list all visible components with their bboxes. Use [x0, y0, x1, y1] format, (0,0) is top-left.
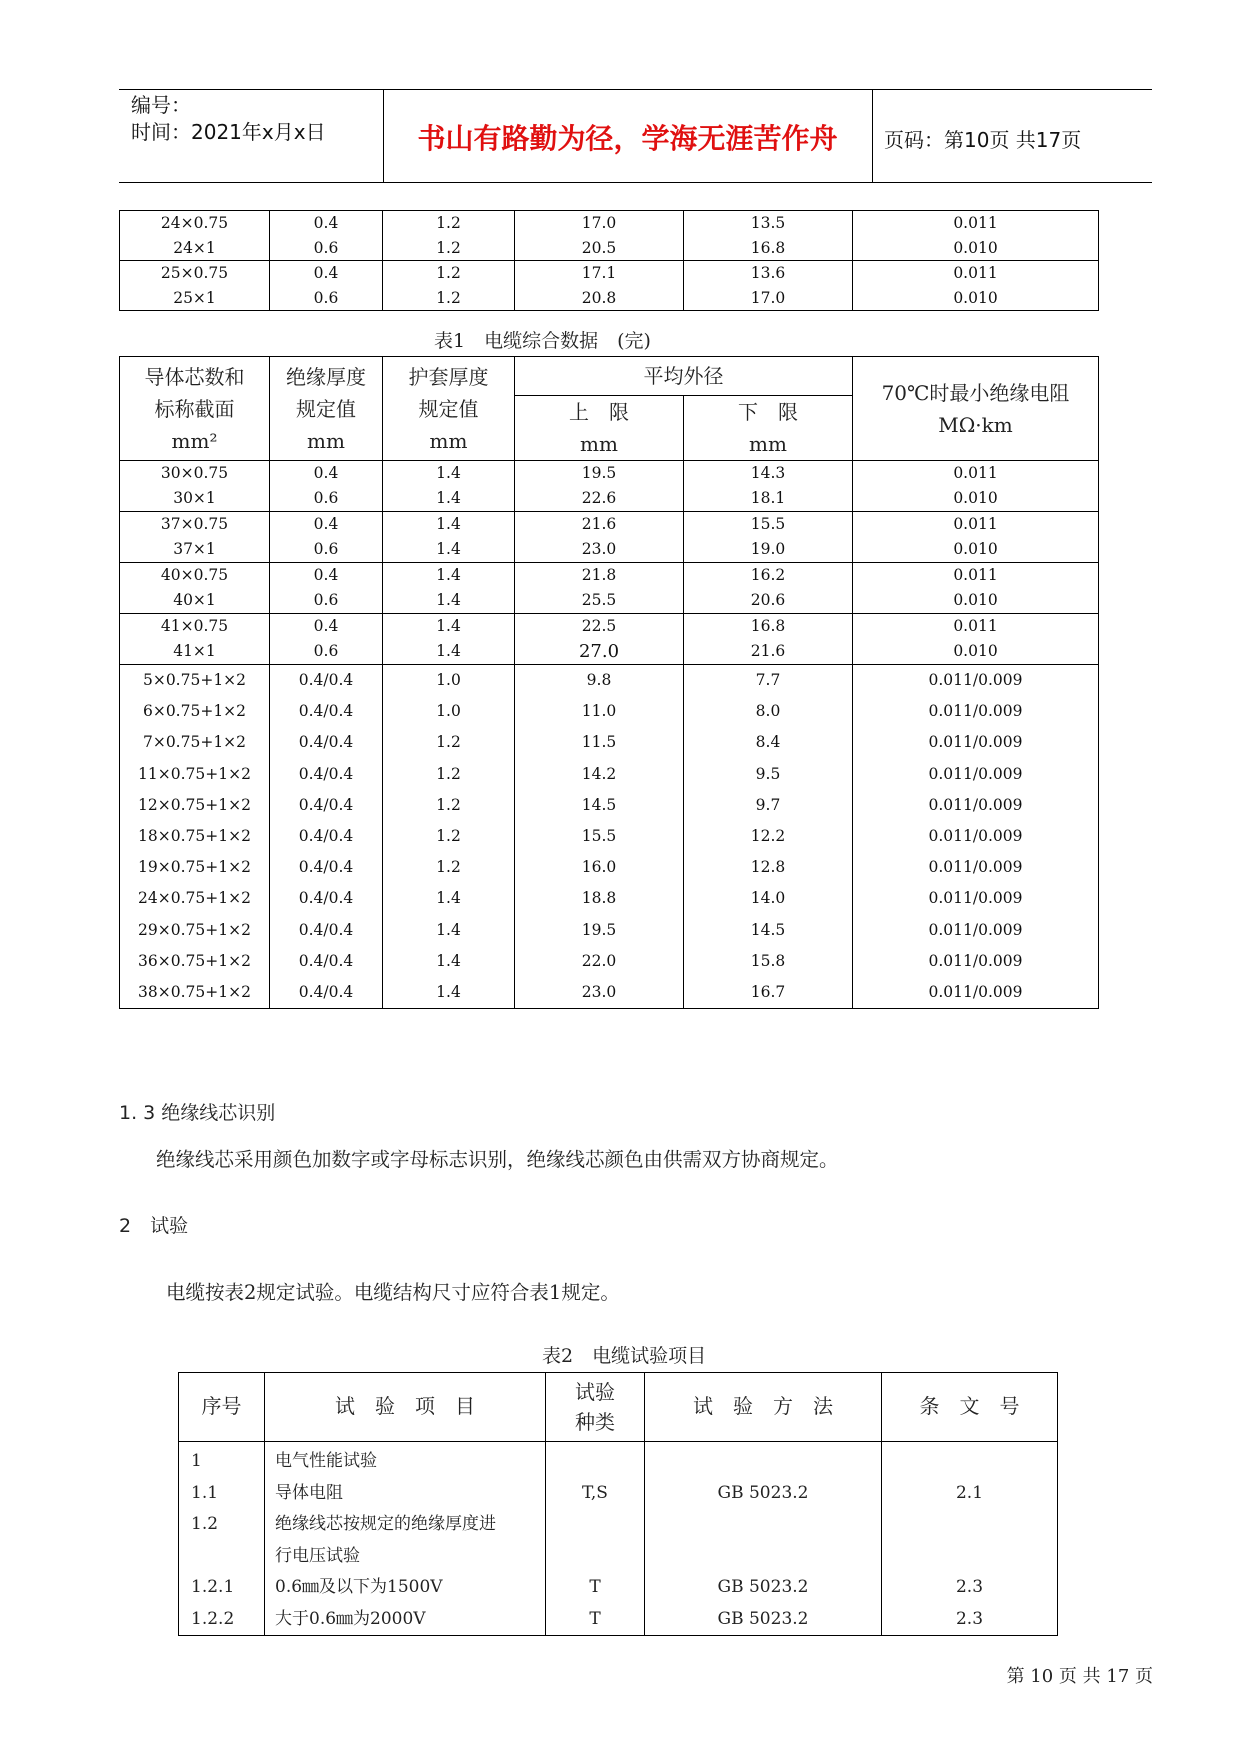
table-cell: 0.011/0.009	[853, 946, 1099, 977]
header-motto: 书山有路勤为径，学海无涯苦作舟	[417, 122, 838, 155]
table-cell: 25.5	[515, 588, 684, 614]
table-cell: 0.011	[853, 563, 1099, 589]
table-cell: 22.5	[515, 614, 684, 640]
header-bottom-rule	[119, 182, 1152, 183]
table-cell: 18×0.75+1×2	[120, 821, 270, 852]
time-label: 时间：2021年x月x日	[131, 120, 326, 144]
table-cell: 38×0.75+1×2	[120, 977, 270, 1009]
table-cell: 9.8	[515, 665, 684, 697]
table-cell: 24×0.75	[120, 211, 270, 236]
table-cell: 21.8	[515, 563, 684, 589]
table-cell: 1.4	[383, 639, 515, 665]
table2-caption: 表2 电缆试验项目	[542, 1345, 707, 1367]
header-line: mm	[580, 432, 618, 456]
table-row	[120, 790, 1099, 821]
table-row	[179, 1572, 1058, 1604]
table-cell: 0.6	[270, 486, 383, 512]
table-cell: 6×0.75+1×2	[120, 696, 270, 727]
table-cell: 13.5	[684, 211, 853, 236]
table-cell-clause: 2.3	[882, 1572, 1058, 1604]
table-cell: 9.5	[684, 759, 853, 790]
table-cell: 16.7	[684, 977, 853, 1009]
table-cell-type	[546, 1509, 645, 1541]
table-cell: 13.6	[684, 261, 853, 286]
table-cell: 16.2	[684, 563, 853, 589]
table-cell: 14.0	[684, 883, 853, 914]
header-line: 标称截面	[154, 396, 235, 421]
table-cell-type	[546, 1442, 645, 1478]
header-page-info: 页码：第10页 共17页	[884, 128, 1082, 152]
number-label: 编号：	[131, 93, 191, 117]
header-line: 规定值	[418, 396, 479, 421]
table-cell: 0.011/0.009	[853, 696, 1099, 727]
table-cell: 15.8	[684, 946, 853, 977]
table-row	[120, 261, 1099, 286]
table-cell: 0.011	[853, 211, 1099, 236]
table-cell: 17.0	[684, 286, 853, 311]
header-line: 70℃时最小绝缘电阻	[881, 380, 1070, 405]
table-cell: 0.011/0.009	[853, 665, 1099, 697]
table-cell: 12.8	[684, 852, 853, 883]
table-cell-type	[546, 1541, 645, 1573]
table-cell: 23.0	[515, 977, 684, 1009]
table-cell-type: T,S	[546, 1478, 645, 1510]
table-row	[120, 512, 1099, 538]
table-cell: 0.4	[270, 461, 383, 487]
table-row	[120, 461, 1099, 487]
table-cell: 1.2	[383, 852, 515, 883]
header-lower	[684, 396, 853, 461]
table-row	[120, 946, 1099, 977]
table-row	[120, 537, 1099, 563]
section-2-text: 电缆按表2规定试验。电缆结构尺寸应符合表1规定。	[166, 1281, 620, 1304]
table-cell: 16.0	[515, 852, 684, 883]
table-cell-clause	[882, 1509, 1058, 1541]
table-cell-item: 电气性能试验	[265, 1442, 546, 1478]
table-cell: 0.6	[270, 639, 383, 665]
table-cell: 19.0	[684, 537, 853, 563]
table-cell: 22.6	[515, 486, 684, 512]
table-cell: 0.011	[853, 614, 1099, 640]
table-cell: 11.0	[515, 696, 684, 727]
header-line: mm	[429, 428, 468, 453]
table-cell: 14.5	[515, 790, 684, 821]
table-cell: 0.011	[853, 261, 1099, 286]
table-cell-type: T	[546, 1604, 645, 1636]
table-cell: 16.8	[684, 236, 853, 261]
header-line: mm	[307, 428, 345, 453]
table-cell: 15.5	[515, 821, 684, 852]
table-cell: 21.6	[515, 512, 684, 538]
header-line: 下 限	[738, 400, 798, 424]
table-cell: 0.4/0.4	[270, 665, 383, 697]
table-cell-type: T	[546, 1572, 645, 1604]
table-cell: 0.011/0.009	[853, 883, 1099, 914]
table-cell: 0.4/0.4	[270, 883, 383, 914]
table-cell: 0.011/0.009	[853, 852, 1099, 883]
table-cell-no: 1.2.2	[191, 1608, 235, 1629]
table-cell: 0.011	[853, 461, 1099, 487]
table-cell-item: 行电压试验	[265, 1541, 546, 1573]
table-cell: 25×0.75	[120, 261, 270, 286]
table-cell: 41×0.75	[120, 614, 270, 640]
table-cell: 0.011/0.009	[853, 790, 1099, 821]
header-resistance	[853, 357, 1099, 461]
table-cell: 14.2	[515, 759, 684, 790]
table-cell-method	[645, 1509, 882, 1541]
table-cell: 0.4/0.4	[270, 977, 383, 1009]
section-1-3-title: 1. 3 绝缘线芯识别	[119, 1102, 276, 1124]
section-2-title: 2 试验	[119, 1215, 189, 1237]
table-cell: 0.011/0.009	[853, 821, 1099, 852]
table-row	[120, 286, 1099, 311]
table-cell: 0.4	[270, 614, 383, 640]
header-line: 护套厚度	[408, 364, 489, 389]
header-line: mm²	[171, 428, 218, 453]
table1-caption: 表1 电缆综合数据 (完)	[434, 330, 651, 352]
header-seq: 序号	[179, 1373, 265, 1442]
table-cell: 24×1	[120, 236, 270, 261]
table-cell-item: 0.6㎜及以下为1500V	[265, 1572, 546, 1604]
table-cell: 1.4	[383, 915, 515, 946]
header-item: 试 验 项 目	[265, 1373, 546, 1442]
table-row	[179, 1442, 1058, 1478]
table1	[119, 356, 1099, 1009]
table-cell: 7×0.75+1×2	[120, 727, 270, 758]
header-line: 种类	[575, 1410, 615, 1434]
table-cell: 18.8	[515, 883, 684, 914]
header-avg-outer: 平均外径	[515, 357, 853, 396]
header-line: 上 限	[569, 400, 629, 424]
table-cell: 1.4	[383, 512, 515, 538]
table-cell: 12.2	[684, 821, 853, 852]
table-cell: 0.6	[270, 537, 383, 563]
table-cell: 1.4	[383, 588, 515, 614]
page-footer: 第 10 页 共 17 页	[1006, 1666, 1153, 1687]
table-row	[120, 821, 1099, 852]
table-cell: 14.3	[684, 461, 853, 487]
table-cell-no: 1.1	[191, 1482, 219, 1503]
header-divider	[872, 89, 873, 182]
table-cell: 30×0.75	[120, 461, 270, 487]
table-row	[120, 236, 1099, 261]
table-cell: 27.0	[515, 639, 684, 665]
table-cell: 21.6	[684, 639, 853, 665]
table-cell: 9.7	[684, 790, 853, 821]
table-row	[179, 1604, 1058, 1636]
table-cell: 1.4	[383, 977, 515, 1009]
table-cell: 40×0.75	[120, 563, 270, 589]
table-cell: 1.4	[383, 614, 515, 640]
table-cell: 0.4	[270, 211, 383, 236]
table-cell: 1.2	[383, 236, 515, 261]
table-row	[120, 915, 1099, 946]
table-cell: 0.4/0.4	[270, 727, 383, 758]
table-cell: 1.2	[383, 790, 515, 821]
table-cell: 41×1	[120, 639, 270, 665]
table-cell-clause: 2.1	[882, 1478, 1058, 1510]
table-cell: 0.4	[270, 512, 383, 538]
table-row	[120, 486, 1099, 512]
table-cell: 0.011/0.009	[853, 915, 1099, 946]
table-row	[120, 588, 1099, 614]
header-line: 试验	[575, 1380, 615, 1404]
table-row	[120, 852, 1099, 883]
header-meta	[131, 92, 326, 146]
table-cell: 22.0	[515, 946, 684, 977]
table-cell: 0.6	[270, 286, 383, 311]
table-cell-method: GB 5023.2	[645, 1604, 882, 1636]
table-cell: 24×0.75+1×2	[120, 883, 270, 914]
table-cell-item: 导体电阻	[265, 1478, 546, 1510]
table-row	[120, 639, 1099, 665]
table-cell: 1.0	[383, 665, 515, 697]
table-cell: 18.1	[684, 486, 853, 512]
table-row	[120, 759, 1099, 790]
table-cell: 20.6	[684, 588, 853, 614]
table-cell: 0.4/0.4	[270, 915, 383, 946]
table-cell: 0.010	[853, 236, 1099, 261]
table-cell: 0.010	[853, 588, 1099, 614]
table-row	[120, 665, 1099, 697]
table-cell: 1.2	[383, 286, 515, 311]
header-method: 试 验 方 法	[645, 1373, 882, 1442]
table-cell: 20.8	[515, 286, 684, 311]
table-cell: 37×0.75	[120, 512, 270, 538]
table-cell: 1.2	[383, 727, 515, 758]
table-cell: 15.5	[684, 512, 853, 538]
table-cell: 23.0	[515, 537, 684, 563]
table-cell: 29×0.75+1×2	[120, 915, 270, 946]
table-cell-item: 绝缘线芯按规定的绝缘厚度进	[265, 1509, 546, 1541]
header-line: mm	[749, 432, 787, 456]
header-upper	[515, 396, 684, 461]
table-cell: 11×0.75+1×2	[120, 759, 270, 790]
table-cell: 17.0	[515, 211, 684, 236]
header-conductor	[120, 357, 270, 461]
table-cell: 19.5	[515, 461, 684, 487]
header-line: MΩ·km	[938, 412, 1013, 437]
header-line: 导体芯数和	[144, 364, 245, 389]
table-cell: 1.4	[383, 563, 515, 589]
table-cell: 0.010	[853, 537, 1099, 563]
header-line: 规定值	[296, 396, 356, 421]
header-sheath	[383, 357, 515, 461]
table-cell: 1.4	[383, 537, 515, 563]
table-cell: 1.4	[383, 883, 515, 914]
table-cell: 30×1	[120, 486, 270, 512]
table-cell-clause	[882, 1541, 1058, 1573]
table-cell: 0.010	[853, 639, 1099, 665]
table-cell: 1.2	[383, 261, 515, 286]
table-row	[120, 563, 1099, 589]
table-cell: 11.5	[515, 727, 684, 758]
table-cell: 7.7	[684, 665, 853, 697]
header-line: 绝缘厚度	[286, 364, 366, 389]
table-row	[120, 211, 1099, 236]
table-cell: 0.011/0.009	[853, 727, 1099, 758]
table-cell-method	[645, 1442, 882, 1478]
table-continuation	[119, 210, 1099, 311]
table-cell: 37×1	[120, 537, 270, 563]
table-cell: 1.2	[383, 211, 515, 236]
table-cell: 0.6	[270, 236, 383, 261]
table-cell-no: 1.2.1	[191, 1577, 235, 1597]
table-cell: 0.4/0.4	[270, 790, 383, 821]
table-row	[120, 977, 1099, 1009]
table-cell: 0.4/0.4	[270, 852, 383, 883]
table-cell: 1.4	[383, 486, 515, 512]
table-cell: 8.4	[684, 727, 853, 758]
table-row	[120, 696, 1099, 727]
table-row	[120, 614, 1099, 640]
table-row	[179, 1478, 1058, 1510]
table-row	[179, 1541, 1058, 1573]
table-cell-no: 1.2	[191, 1514, 219, 1534]
header-top-rule	[119, 89, 1152, 90]
table-cell: 25×1	[120, 286, 270, 311]
table-cell-method: GB 5023.2	[645, 1478, 882, 1510]
table-cell: 12×0.75+1×2	[120, 790, 270, 821]
table-cell: 19×0.75+1×2	[120, 852, 270, 883]
table-cell-method	[645, 1541, 882, 1573]
table-cell: 0.4/0.4	[270, 946, 383, 977]
table-cell: 8.0	[684, 696, 853, 727]
table-row	[120, 883, 1099, 914]
table2	[178, 1372, 1058, 1636]
table-cell: 0.011/0.009	[853, 759, 1099, 790]
header-type	[546, 1373, 645, 1442]
header-insulation	[270, 357, 383, 461]
table-cell: 0.011	[853, 512, 1099, 538]
table-cell: 5×0.75+1×2	[120, 665, 270, 697]
table-cell-method: GB 5023.2	[645, 1572, 882, 1604]
table-cell: 16.8	[684, 614, 853, 640]
table-cell: 19.5	[515, 915, 684, 946]
table-cell: 36×0.75+1×2	[120, 946, 270, 977]
table-cell: 20.5	[515, 236, 684, 261]
table-cell: 0.4	[270, 261, 383, 286]
table-cell: 0.010	[853, 286, 1099, 311]
table-cell: 0.010	[853, 486, 1099, 512]
table-cell: 1.4	[383, 946, 515, 977]
table-cell: 0.4/0.4	[270, 759, 383, 790]
table-cell-item: 大于0.6㎜为2000V	[265, 1604, 546, 1636]
table-cell: 1.4	[383, 461, 515, 487]
table-cell-clause	[882, 1442, 1058, 1478]
table-cell-no: 1	[191, 1451, 202, 1471]
table-cell-clause: 2.3	[882, 1604, 1058, 1636]
table-cell: 0.4/0.4	[270, 821, 383, 852]
table-row	[120, 727, 1099, 758]
table-cell: 0.6	[270, 588, 383, 614]
table-cell: 17.1	[515, 261, 684, 286]
table-cell: 1.2	[383, 821, 515, 852]
table-cell: 0.4	[270, 563, 383, 589]
header-clause: 条 文 号	[882, 1373, 1058, 1442]
table-row	[179, 1509, 1058, 1541]
table-cell: 40×1	[120, 588, 270, 614]
table-cell: 14.5	[684, 915, 853, 946]
table-cell: 0.011/0.009	[853, 977, 1099, 1009]
table-cell: 1.2	[383, 759, 515, 790]
section-1-3-text: 绝缘线芯采用颜色加数字或字母标志识别，绝缘线芯颜色由供需双方协商规定。	[156, 1148, 839, 1171]
table-cell-no	[179, 1541, 265, 1573]
table-cell: 0.4/0.4	[270, 696, 383, 727]
table-cell: 1.0	[383, 696, 515, 727]
